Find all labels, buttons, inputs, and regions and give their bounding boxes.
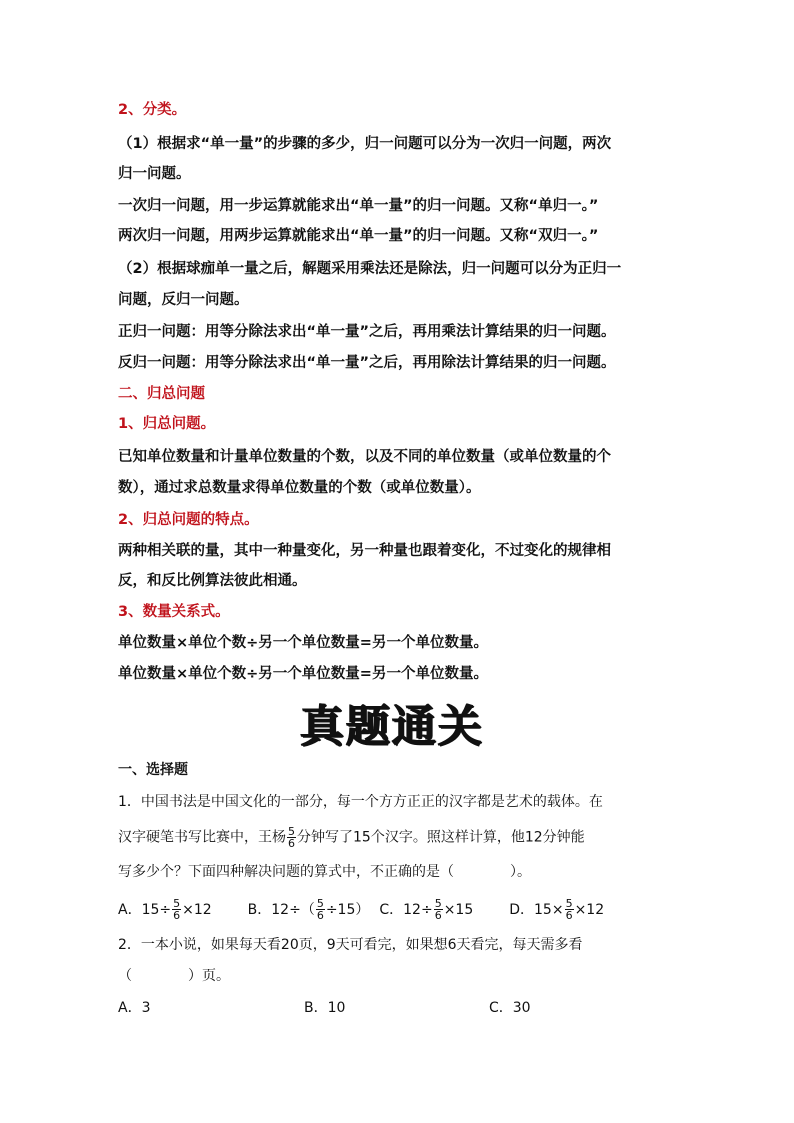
paragraph: 反归一问题：用等分除法求出“单一量”之后，再用除法计算结果的归一问题。 (118, 355, 616, 371)
banner-title: 真题通关 (300, 701, 484, 752)
paragraph: 问题，反归一问题。 (118, 292, 249, 308)
text: 汉字硬笔书写比赛中，王杨 (118, 829, 286, 846)
question-2-option-a: A．3 (118, 1000, 151, 1016)
paragraph: （1）根据求“单一量”的步骤的多少，归一问题可以分为一次归一问题，两次 (118, 136, 612, 152)
text: 分钟写了15个汉字。照这样计算，他12分钟能 (297, 829, 585, 846)
section-title: 二、归总问题 (118, 386, 205, 402)
question-1-line: 1．中国书法是中国文化的一部分，每一个方方正正的汉字都是艺术的载体。在 (118, 794, 603, 810)
paragraph: 已知单位数量和计量单位数量的个数，以及不同的单位数量（或单位数量的个 (118, 449, 611, 465)
paragraph: 正归一问题：用等分除法求出“单一量”之后，再用乘法计算结果的归一问题。 (118, 324, 616, 340)
paragraph: 两次归一问题，用两步运算就能求出“单一量”的归一问题。又称“双归一。” (118, 228, 599, 244)
paragraph: 数），通过求总数量求得单位数量的个数（或单位数量）。 (118, 480, 481, 496)
paragraph: 归一问题。 (118, 166, 191, 182)
option-c: C．12÷ $\frac{5}{6}$ ×15 (379, 897, 474, 922)
question-2-line: 2．一本小说，如果每天看20页，9天可看完，如果想6天看完，每天需多看 (118, 937, 583, 953)
paragraph: 反，和反比例算法彼此相通。 (118, 573, 307, 589)
question-2-option-c: C．30 (489, 1000, 531, 1016)
subheading: 1、归总问题。 (118, 416, 216, 432)
question-1-line: 写多少个？下面四种解决问题的算式中，不正确的是（ ）。 (118, 864, 531, 880)
option-d: D．15× $\frac{5}{6}$ ×12 (509, 897, 605, 922)
option-b: B．12÷（ $\frac{5}{6}$ ÷15） (247, 897, 370, 922)
subheading: 2、归总问题的特点。 (118, 512, 259, 528)
question-1-line (118, 826, 585, 849)
exercise-type-title: 一、选择题 (118, 762, 188, 778)
question-1-options (118, 898, 604, 921)
option-a: A．15÷ $\frac{5}{6}$ ×12 (118, 897, 212, 922)
paragraph: 两种相关联的量，其中一种量变化，另一种量也跟着变化，不过变化的规律相 (118, 543, 611, 559)
formula: 单位数量×单位个数÷另一个单位数量=另一个单位数量。 (118, 666, 488, 682)
question-2-line: （ ）页。 (118, 968, 230, 984)
fraction: $\frac{5}{6}$ (288, 825, 295, 850)
paragraph: （2）根据球痂单一量之后，解题采用乘法还是除法，归一问题可以分为正归一 (118, 261, 622, 277)
paragraph: 一次归一问题，用一步运算就能求出“单一量”的归一问题。又称“单归一。” (118, 198, 599, 214)
subheading: 3、数量关系式。 (118, 604, 230, 620)
heading-classification: 2、分类。 (118, 102, 187, 118)
formula: 单位数量×单位个数÷另一个单位数量=另一个单位数量。 (118, 635, 488, 651)
question-2-option-b: B．10 (304, 1000, 346, 1016)
